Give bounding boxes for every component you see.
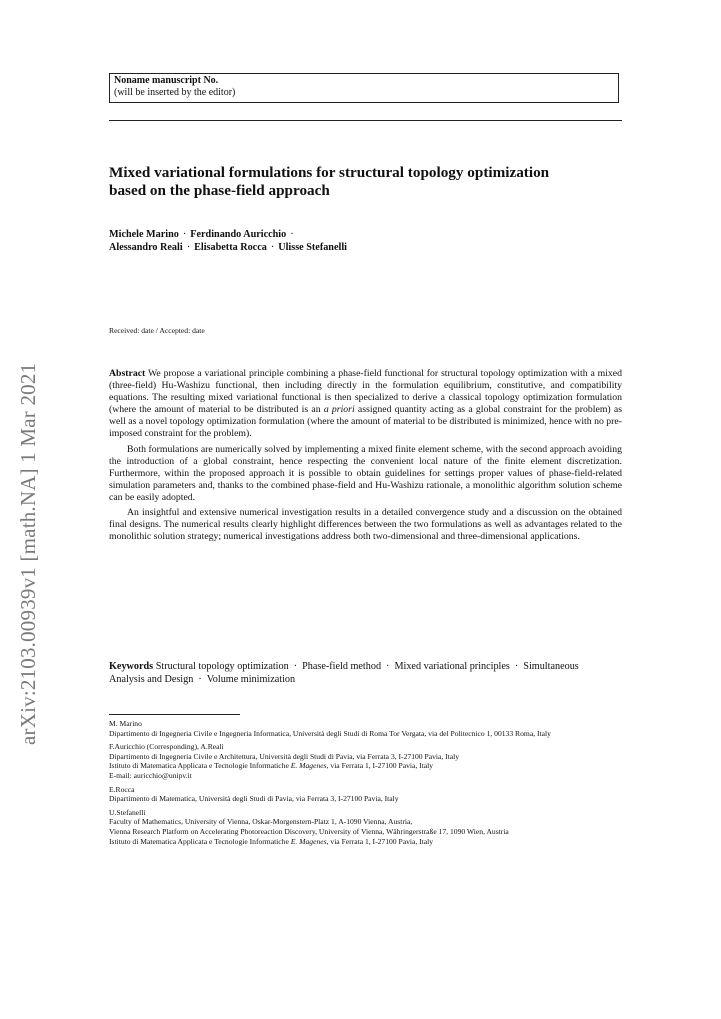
abstract-paragraph: An insightful and extensive numerical investigation results in a detailed convergence study and a discussion on the obtained final designs. The numerical results clearly highlight differences between the two formulations as well as advantages related to the monolithic solution strategy; numerical investigations address both two-dimensional and three-dimensional applications.: [109, 507, 622, 543]
received-accepted-dates: Received: date / Accepted: date: [109, 326, 205, 335]
author-name: Elisabetta Rocca: [194, 242, 267, 253]
affiliation-line: [109, 837, 622, 847]
abstract-paragraph: Both formulations are numerically solved by implementing a mixed finite element scheme, with the second approach avoiding the introduction of a global constraint, hence respecting the convenient local nature of the finite element discretization. Furthermore, within the proposed approach it is possible to obtain guidelines for settings proper values of phase-field-related simulation parameters and, thanks to the combined phase-field and Hu-Washizu rationale, a monolithic algorithm solution scheme can be easily adopted.: [109, 443, 622, 503]
affiliation-marino: [109, 719, 622, 738]
institute-address: , via Ferrata 1, I-27100 Pavia, Italy: [326, 761, 434, 771]
author-name: Ferdinando Auricchio: [190, 229, 287, 240]
affiliation-line: Dipartimento di Ingegneria Civile e Ingegneria Informatica, Università degli Studi di Roma Tor Vergata, via del Politecnico 1, 00133 Roma, Italy: [109, 728, 551, 738]
author-name: Michele Marino: [109, 229, 179, 240]
affiliation-name: U.Stefanelli: [109, 807, 146, 817]
affiliation-line: Dipartimento di Ingegneria Civile e Architettura, Università degli Studi di Pavia, via Ferrata 3, I-27100 Pavia, Italy: [109, 751, 460, 761]
paper-title: Mixed variational formulations for structural topology optimization based on the phase-field approach: [109, 164, 550, 199]
keyword-separator: ·: [514, 661, 519, 672]
affiliation-name: M. Marino: [109, 719, 142, 728]
affiliation-line: [109, 761, 622, 771]
abstract-heading: Abstract: [109, 368, 146, 379]
affiliations-footnote: [109, 719, 622, 850]
abstract-paragraph: [109, 368, 622, 441]
keyword-separator: ·: [198, 674, 202, 685]
keyword: Volume minimization: [206, 674, 296, 685]
abstract-text: We propose a variational principle combining a phase-field functional for structural topology optimization with a mixed (three-field) Hu-Washizu functional, then including directly in the formulation equilibrium, constitutive, and compatibility equations. The resulting mixed variational functional is then specialized to derive a classical topology optimization formulation (where the amount of material to be distributed is an: [109, 368, 622, 416]
manuscript-number-label: Noname manuscript No.: [114, 75, 219, 86]
affiliation-name: E.Rocca: [109, 784, 135, 794]
affiliation-line: Faculty of Mathematics, University of Vienna, Oskar-Morgenstern-Platz 1, A-1090 Vienna, Austria,: [109, 817, 413, 827]
institute-name: Istituto di Matematica Applicata e Tecnologie Informatiche: [109, 836, 291, 846]
affiliation-email: E-mail: auricchio@unipv.it: [109, 770, 192, 780]
keywords-section: [109, 660, 599, 686]
keyword: Simultaneous Analysis and Design: [109, 661, 579, 685]
keyword: Phase-field method: [302, 661, 382, 672]
author-name: Alessandro Reali: [109, 242, 183, 253]
author-separator: ·: [182, 229, 187, 240]
manuscript-header-box: [109, 73, 619, 103]
author-name: Ulisse Stefanelli: [278, 242, 347, 253]
author-separator: ·: [186, 242, 191, 253]
institute-emphasis: E. Magenes: [290, 836, 327, 846]
affiliation-rocca: [109, 785, 622, 804]
header-rule: [109, 120, 622, 121]
affiliation-line: Dipartimento di Matematica, Università degli Studi di Pavia, via Ferrata 3, I-27100 Pavia, Italy: [109, 794, 399, 804]
affiliation-stefanelli: [109, 808, 622, 846]
abstract-section: [109, 368, 622, 546]
keywords-heading: Keywords: [109, 661, 154, 672]
arxiv-identifier: arXiv:2103.00939v1 [math.NA] 1 Mar 2021: [16, 362, 40, 745]
abstract-text: assigned quantity acting as a global constraint for the problem) as well as a novel topology optimization formulation (where the amount of material to be distributed is minimized, hence with no pre-imposed constraint for the problem).: [109, 404, 623, 440]
footnote-rule: [109, 714, 240, 715]
author-list: [109, 228, 449, 254]
author-separator: ·: [290, 229, 294, 240]
author-separator: ·: [270, 242, 275, 253]
affiliation-line: Vienna Research Platform on Accelerating Photoreaction Discovery, University of Vienna, Währingerstraße 17, 1090 Wien, Austria: [109, 826, 509, 836]
institute-address: , via Ferrata 1, I-27100 Pavia, Italy: [326, 836, 434, 846]
keyword: Structural topology optimization: [155, 661, 289, 672]
keyword-separator: ·: [293, 661, 298, 672]
keyword: Mixed variational principles: [394, 661, 510, 672]
affiliation-auricchio-reali: [109, 742, 622, 780]
affiliation-name: F.Auricchio (Corresponding), A.Reali: [109, 742, 224, 752]
institute-name: Istituto di Matematica Applicata e Tecnologie Informatiche: [109, 761, 291, 771]
abstract-emphasis: a priori: [323, 404, 355, 416]
editor-note: (will be inserted by the editor): [114, 87, 236, 98]
keyword-separator: ·: [386, 661, 390, 672]
institute-emphasis: E. Magenes: [290, 761, 327, 771]
